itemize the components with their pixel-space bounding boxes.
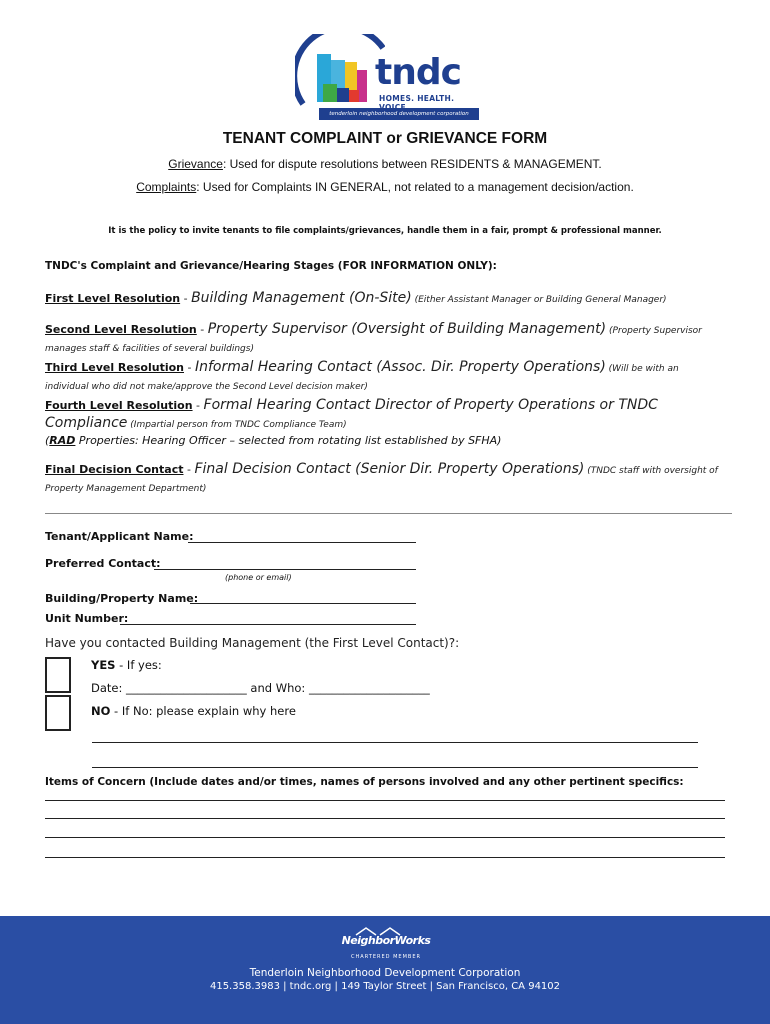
stage-separator: -: [192, 399, 204, 412]
stage-level: Third Level Resolution: [45, 361, 184, 374]
stage-separator: -: [180, 292, 192, 305]
stage-separator: -: [183, 463, 195, 476]
complaints-text: : Used for Complaints IN GENERAL, not related to a management decision/action.: [196, 180, 634, 194]
explain-line-1[interactable]: [92, 742, 698, 743]
building-name-label: Building/Property Name:: [45, 592, 199, 605]
yes-option: [91, 658, 162, 672]
no-checkbox[interactable]: [45, 695, 71, 731]
stage-note: (Impartial person from TNDC Compliance Team): [127, 420, 347, 431]
yes-text: - If yes:: [115, 658, 162, 672]
preferred-contact-label: Preferred Contact:: [45, 557, 161, 570]
section-divider: [45, 513, 732, 514]
unit-number-field[interactable]: [120, 624, 416, 625]
stages-heading: TNDC's Complaint and Grievance/Hearing Stages (FOR INFORMATION ONLY):: [45, 260, 497, 272]
stage-level: Fourth Level Resolution: [45, 399, 193, 412]
no-option: [91, 704, 296, 718]
yes-checkbox[interactable]: [45, 657, 71, 693]
logo-tagline: HOMES. HEALTH.: [379, 94, 455, 103]
preferred-contact-field[interactable]: [154, 569, 416, 570]
policy-statement: It is the policy to invite tenants to file complaints/grievances, handle them in a fair, prompt & professional manner.: [108, 226, 662, 236]
stage-note: (Will be with an individual who did not make/approve the Second Level decision maker): [45, 364, 679, 393]
no-label: NO: [91, 704, 111, 718]
concern-line-3[interactable]: [45, 837, 725, 838]
stage-description: Formal Hearing Contact Director of Property Operations or TNDC Compliance: [45, 397, 658, 432]
who-field[interactable]: and Who: _____________________: [246, 681, 430, 695]
rad-text: Properties: Hearing Officer – selected from rotating list established by SFHA): [75, 434, 502, 447]
contact-question: Have you contacted Building Management (the First Level Contact)?:: [45, 636, 460, 650]
grievance-text: : Used for dispute resolutions between RESIDENTS & MANAGEMENT.: [222, 157, 602, 171]
footer-contact-info: 415.358.3983 | tndc.org | 149 Taylor Street | San Francisco, CA 94102: [209, 981, 561, 992]
rad-term: RAD: [49, 434, 76, 447]
stage-first-level: [45, 288, 725, 306]
concern-line-1[interactable]: [45, 800, 725, 801]
form-title: TENANT COMPLAINT or GRIEVANCE FORM: [222, 130, 548, 147]
date-field[interactable]: Date: _____________________: [91, 681, 247, 695]
tenant-name-label: Tenant/Applicant Name:: [45, 530, 194, 543]
preferred-contact-hint: (phone or email): [225, 573, 292, 582]
stage-second-level: [45, 319, 725, 356]
complaints-term: Complaints: [136, 180, 197, 194]
neighborworks-logo: [336, 926, 436, 962]
stage-level: First Level Resolution: [45, 292, 181, 305]
stage-level: Second Level Resolution: [45, 323, 197, 336]
stage-note: (TNDC staff with oversight of Property Management Department): [45, 466, 718, 495]
logo-org-banner: tenderloin neighborhood development corporation: [319, 108, 479, 120]
no-text: - If No: please explain why here: [110, 704, 296, 718]
rad-note: [45, 435, 725, 448]
stage-note: (Either Assistant Manager or Building General Manager): [411, 295, 667, 305]
stage-fourth-level: [45, 395, 725, 432]
neighborworks-subtitle: CHARTERED MEMBER: [351, 954, 421, 960]
items-of-concern-heading: Items of Concern (Include dates and/or times, names of persons involved and any other pertinent specifics:: [45, 776, 684, 788]
logo-wordmark: tndc: [375, 52, 461, 93]
concern-line-2[interactable]: [45, 818, 725, 819]
tndc-logo: [295, 34, 485, 124]
stage-description: Property Supervisor (Oversight of Building Management): [207, 321, 607, 337]
stage-separator: -: [184, 361, 195, 374]
stage-note: (Property Supervisor manages staff & facilities of several buildings): [45, 326, 702, 355]
explain-line-2[interactable]: [92, 767, 698, 768]
tenant-name-field[interactable]: [188, 542, 416, 543]
complaints-definition: [0, 180, 770, 194]
building-name-field[interactable]: [190, 603, 416, 604]
tndc-logo-mark-icon: [295, 34, 385, 114]
stage-third-level: [45, 357, 725, 394]
grievance-definition: [0, 157, 770, 171]
stage-final-decision: [45, 459, 725, 496]
footer-band: [0, 916, 770, 1024]
footer-org-name: Tenderloin Neighborhood Development Corporation: [249, 967, 521, 979]
rad-open: (: [45, 434, 50, 447]
stage-description: Informal Hearing Contact (Assoc. Dir. Property Operations): [194, 359, 606, 375]
date-who-line: [91, 681, 430, 695]
stage-description: Building Management (On-Site): [191, 290, 412, 306]
stage-separator: -: [196, 323, 208, 336]
stage-level: Final Decision Contact: [45, 463, 184, 476]
stage-description: Final Decision Contact (Senior Dir. Property Operations): [194, 461, 585, 477]
unit-number-label: Unit Number:: [45, 612, 129, 625]
yes-label: YES: [91, 658, 116, 672]
concern-line-4[interactable]: [45, 857, 725, 858]
neighborworks-name: NeighborWorks: [341, 934, 431, 947]
grievance-term: Grievance: [168, 157, 223, 171]
